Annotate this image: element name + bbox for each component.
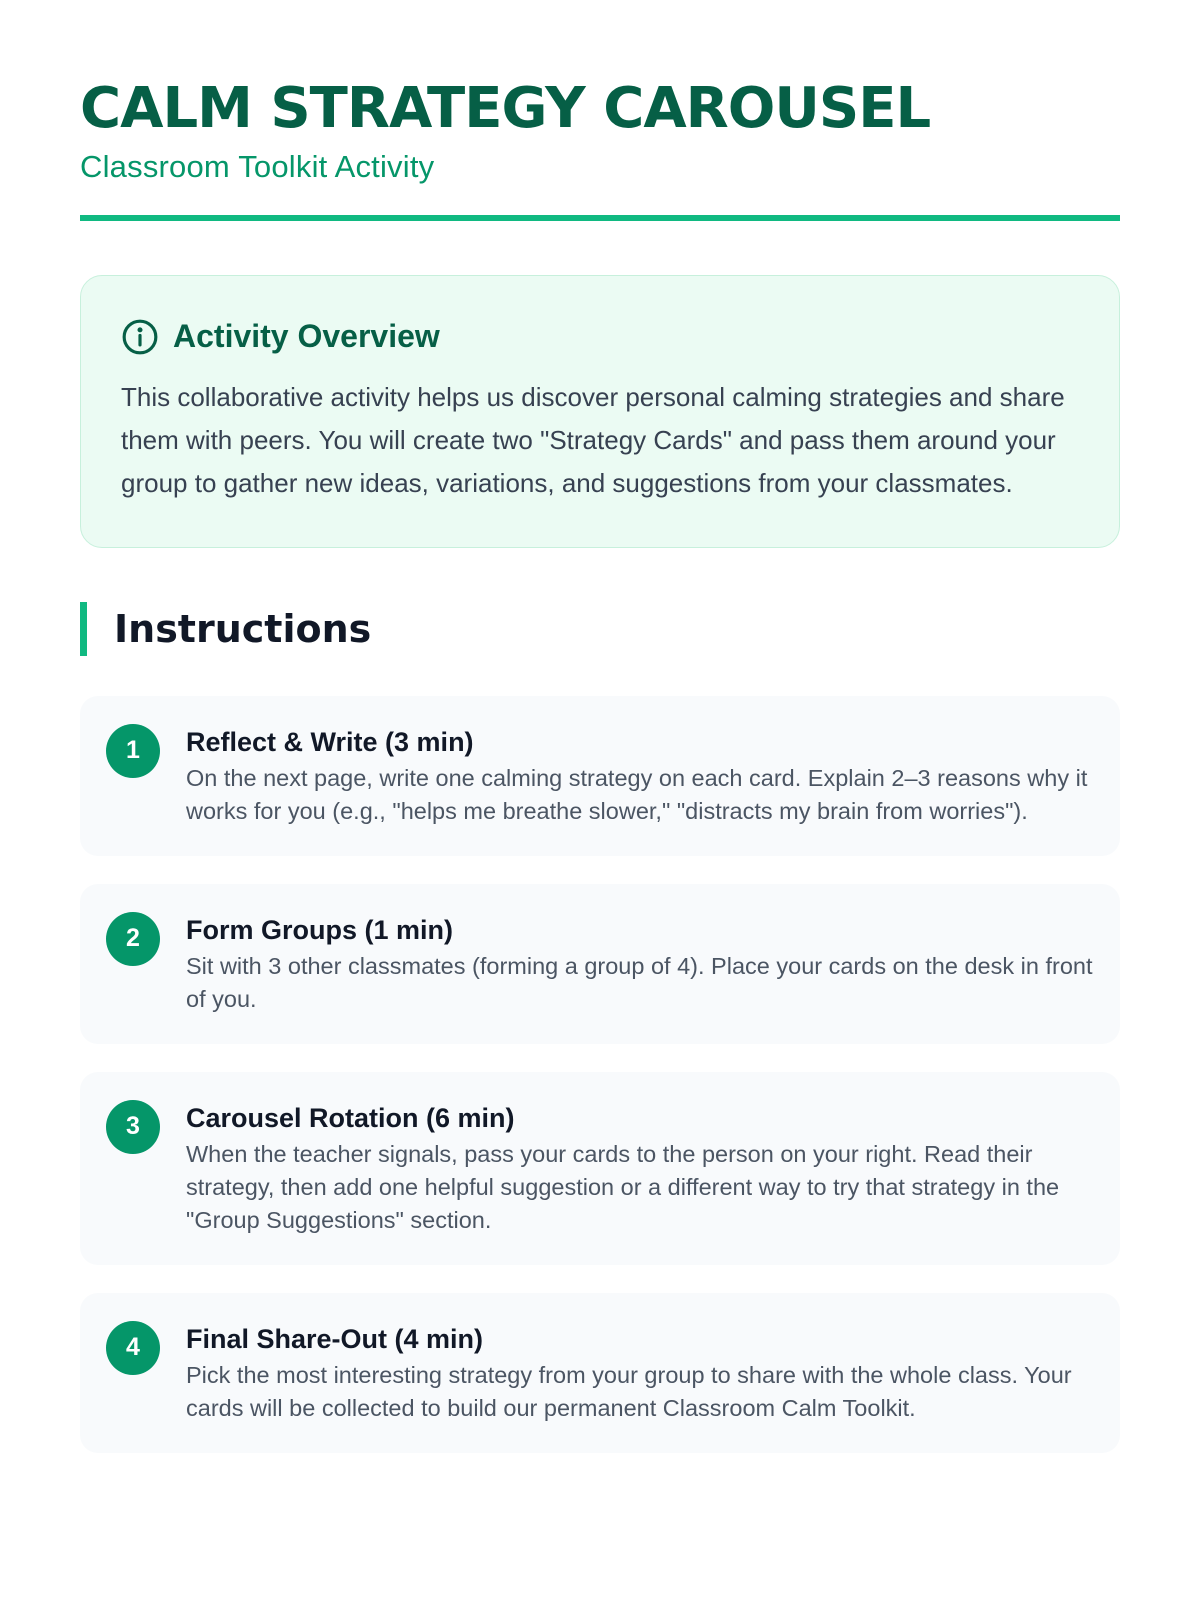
step-number-badge: 3	[106, 1100, 160, 1154]
step-number-badge: 2	[106, 912, 160, 966]
instruction-step-4	[80, 1293, 1120, 1453]
overview-header	[121, 318, 1079, 356]
step-number-badge: 1	[106, 724, 160, 778]
info-icon	[121, 318, 159, 356]
step-content	[186, 1100, 1096, 1237]
activity-overview-box	[80, 275, 1120, 548]
step-content	[186, 1321, 1096, 1425]
instruction-step-1	[80, 696, 1120, 856]
instructions-title: Instructions	[114, 606, 372, 651]
step-description: Pick the most interesting strategy from your group to share with the whole class. Your cards will be collected to build our permanent Classroom Calm Toolkit.	[186, 1361, 1072, 1421]
step-content	[186, 912, 1096, 1016]
step-description: On the next page, write one calming strategy on each card. Explain 2–3 reasons why it works for you (e.g., "helps me breathe slower," "distracts my brain from worries").	[186, 764, 1088, 824]
page-title: CALM STRATEGY CAROUSEL	[80, 76, 931, 141]
instruction-step-2	[80, 884, 1120, 1044]
step-title: Reflect & Write (3 min)	[186, 726, 474, 757]
step-description: When the teacher signals, pass your cards to the person on your right. Read their strategy, then add one helpful suggestion or a different way to try that strategy in the "Group Suggestions" section.	[186, 1140, 1060, 1233]
step-description: Sit with 3 other classmates (forming a group of 4). Place your cards on the desk in front of you.	[186, 952, 1093, 1012]
overview-title: Activity Overview	[173, 318, 440, 355]
page-subtitle: Classroom Toolkit Activity	[80, 148, 435, 184]
step-title: Form Groups (1 min)	[186, 914, 454, 945]
instruction-step-3	[80, 1072, 1120, 1265]
step-content	[186, 724, 1096, 828]
overview-body: This collaborative activity helps us discover personal calming strategies and share them with peers. You will create two "Strategy Cards" and pass them around your group to gather new ideas, variations, and suggestions from your classmates.	[121, 381, 1065, 498]
step-title: Carousel Rotation (6 min)	[186, 1102, 515, 1133]
document-header	[80, 76, 1120, 221]
step-title: Final Share-Out (4 min)	[186, 1323, 484, 1354]
instructions-heading	[80, 602, 1120, 656]
instruction-steps	[80, 696, 1120, 1453]
step-number-badge: 4	[106, 1321, 160, 1375]
